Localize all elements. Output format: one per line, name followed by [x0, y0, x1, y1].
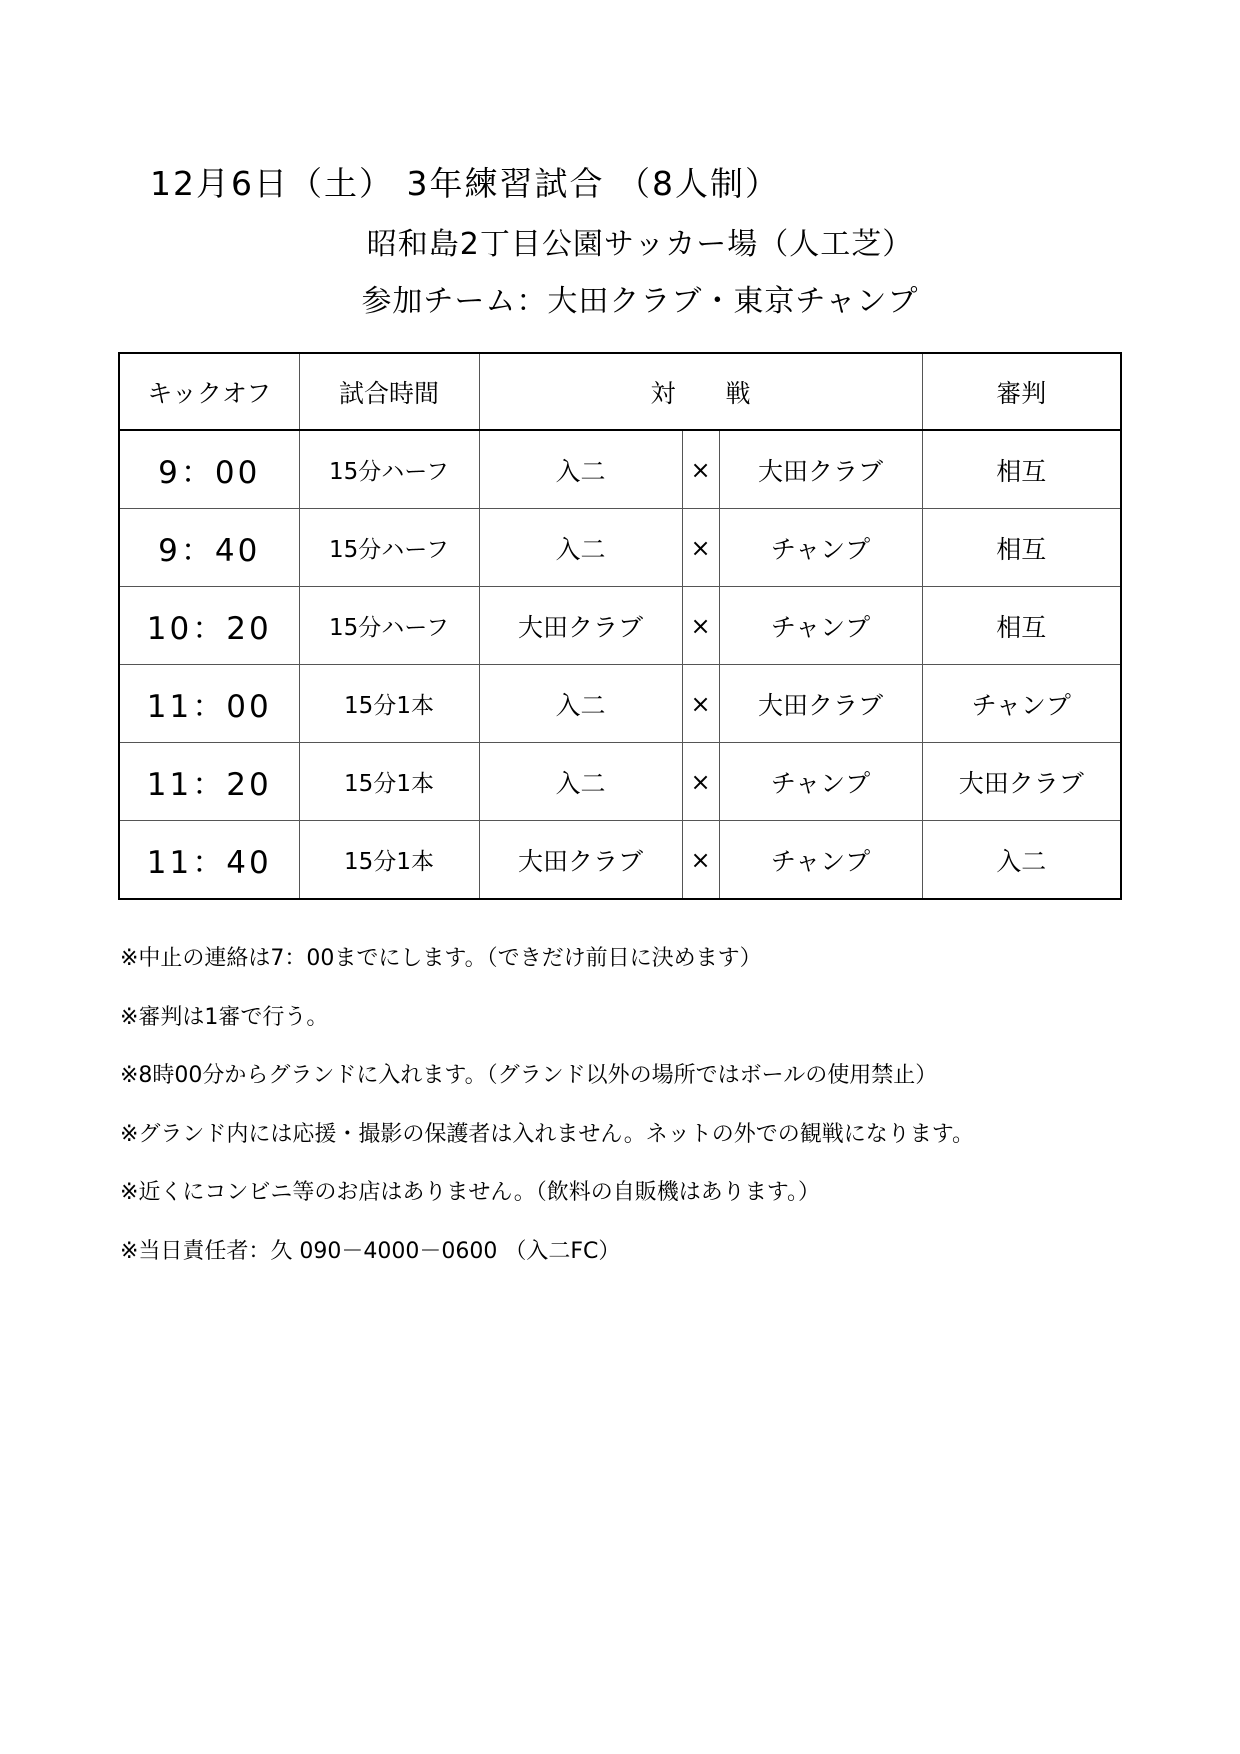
referee-cell: 相互 — [922, 430, 1121, 509]
away-team-cell: チャンプ — [719, 743, 922, 821]
schedule-table — [118, 352, 1122, 900]
away-team-cell: チャンプ — [719, 509, 922, 587]
home-team-cell: 入二 — [479, 665, 682, 743]
duration-cell: 15分ハーフ — [299, 509, 479, 587]
kickoff-cell: 9：00 — [119, 430, 299, 509]
header-match: 対 戦 — [479, 353, 922, 430]
table-row — [119, 743, 1121, 821]
referee-cell: 入二 — [922, 821, 1121, 900]
versus-cell: × — [682, 509, 719, 587]
table-row — [119, 509, 1121, 587]
home-team-cell: 入二 — [479, 743, 682, 821]
note-item: ※8時00分からグランドに入れます。（グランド以外の場所ではボールの使用禁止） — [120, 1063, 938, 1088]
header-kickoff: キックオフ — [119, 353, 299, 430]
page-title: 12月6日（土） 3年練習試合 （8人制） — [150, 164, 780, 203]
kickoff-cell: 9：40 — [119, 509, 299, 587]
referee-cell: 相互 — [922, 509, 1121, 587]
note-item: ※グランド内には応援・撮影の保護者は入れません。ネットの外での観戦になります。 — [120, 1121, 974, 1147]
referee-cell: チャンプ — [922, 665, 1121, 743]
note-item: ※審判は1審で行う。 — [120, 1004, 329, 1030]
table-row — [119, 430, 1121, 509]
kickoff-cell: 11：40 — [119, 821, 299, 900]
duration-cell: 15分ハーフ — [299, 587, 479, 665]
note-item: ※中止の連絡は7：00までにします。（できだけ前日に決めます） — [120, 946, 762, 971]
referee-cell: 大田クラブ — [922, 743, 1121, 821]
table-row — [119, 821, 1121, 900]
duration-cell: 15分1本 — [299, 821, 479, 900]
home-team-cell: 入二 — [479, 430, 682, 509]
versus-cell: × — [682, 743, 719, 821]
versus-cell: × — [682, 665, 719, 743]
duration-cell: 15分1本 — [299, 743, 479, 821]
table-header-row — [119, 353, 1121, 430]
referee-cell: 相互 — [922, 587, 1121, 665]
kickoff-cell: 11：00 — [119, 665, 299, 743]
away-team-cell: 大田クラブ — [719, 665, 922, 743]
teams-line: 参加チーム：大田クラブ・東京チャンプ — [361, 284, 919, 319]
venue-line: 昭和島2丁目公園サッカー場（人工芝） — [366, 227, 914, 262]
notes-section — [120, 944, 1200, 1295]
kickoff-cell: 10：20 — [119, 587, 299, 665]
header-referee: 審判 — [922, 353, 1121, 430]
header-duration: 試合時間 — [299, 353, 479, 430]
duration-cell: 15分1本 — [299, 665, 479, 743]
table-row — [119, 587, 1121, 665]
kickoff-cell: 11：20 — [119, 743, 299, 821]
home-team-cell: 大田クラブ — [479, 821, 682, 900]
home-team-cell: 入二 — [479, 509, 682, 587]
away-team-cell: チャンプ — [719, 821, 922, 900]
versus-cell: × — [682, 587, 719, 665]
note-item: ※近くにコンビニ等のお店はありません。（飲料の自販機はあります。） — [120, 1180, 820, 1205]
versus-cell: × — [682, 430, 719, 509]
duration-cell: 15分ハーフ — [299, 430, 479, 509]
away-team-cell: 大田クラブ — [719, 430, 922, 509]
home-team-cell: 大田クラブ — [479, 587, 682, 665]
versus-cell: × — [682, 821, 719, 900]
away-team-cell: チャンプ — [719, 587, 922, 665]
table-row — [119, 665, 1121, 743]
note-item: ※当日責任者：久 090－4000－0600 （入二FC） — [120, 1238, 621, 1264]
